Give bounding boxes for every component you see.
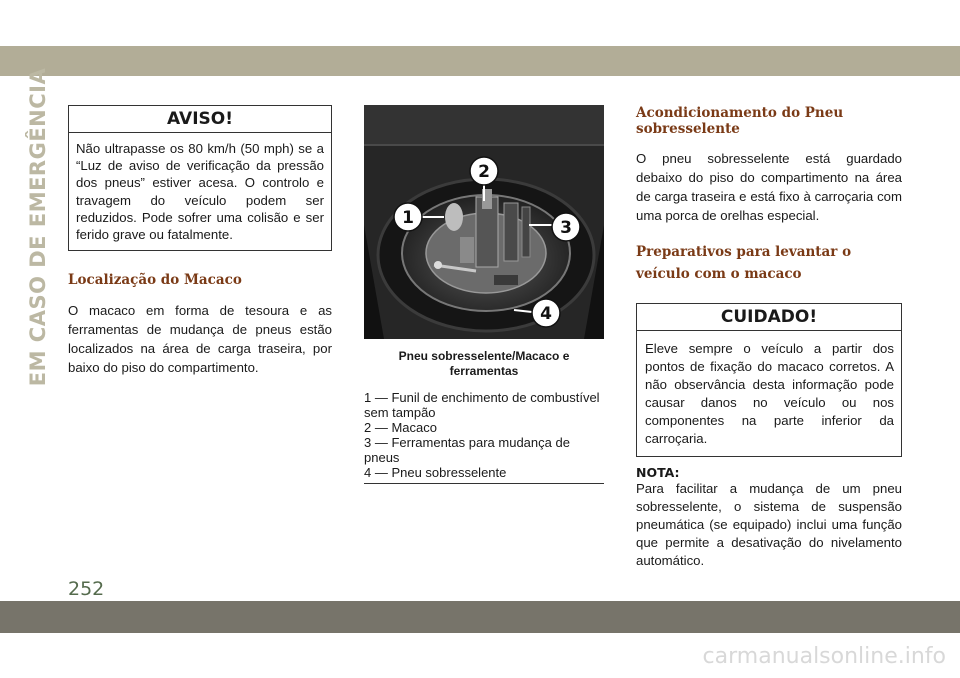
page-number: 252 [68, 578, 105, 600]
caution-box [636, 303, 902, 457]
spare-tire-figure [364, 105, 604, 339]
legend-item-1: 1 — Funil de enchimento de combustível sem tampão [364, 390, 600, 420]
jacking-prep-heading: Preparativos para levantar o veículo com o macaco [636, 244, 852, 282]
jack-location-heading: Localização do Macaco [68, 272, 242, 289]
warning-title: AVISO! [69, 106, 331, 133]
note-text: Para facilitar a mudança de um pneu sobresselente, o sistema de suspensão pneumática (se equipado) inclui uma função que permite a desativação do nivelamento automático. [636, 481, 902, 568]
warning-text: Não ultrapasse os 80 km/h (50 mph) se a “Luz de aviso de verificação da pressão dos pneus” estiver acesa. O controlo e travagem do veículo podem ser reduzidos. Pode sofrer uma colisão e ser ferido grave ou fatalmente. [76, 141, 324, 243]
column-middle [364, 105, 604, 484]
legend-divider [364, 483, 604, 484]
legend-item-4: 4 — Pneu sobresselente [364, 465, 507, 480]
spare-storage-paragraph: O pneu sobresselente está guardado debaixo do piso do compartimento na área de carga traseira e está fixo à carroçaria com uma porca de orelhas especial. [636, 151, 902, 223]
column-right [636, 105, 902, 570]
figure-caption: Pneu sobresselente/Macaco e ferramentas [398, 349, 570, 378]
section-side-title [21, 67, 55, 387]
note-label: NOTA: [636, 465, 680, 480]
callout-1: 1 [402, 208, 414, 228]
legend-item-2: 2 — Macaco [364, 420, 437, 435]
footer-watermark: carmanualsonline.info [702, 644, 946, 669]
jack-location-paragraph: O macaco em forma de tesoura e as ferramentas de mudança de pneus estão localizados na área de carga traseira, por baixo do piso do compartimento. [68, 303, 332, 376]
section-side-title-text: EM CASO DE EMERGÊNCIA [26, 67, 50, 387]
spare-tire-illustration [364, 105, 604, 339]
legend-item-3: 3 — Ferramentas para mudança de pneus [364, 435, 570, 465]
caution-title: CUIDADO! [637, 304, 901, 331]
caution-text: Eleve sempre o veículo a partir dos pontos de fixação do macaco corretos. A não observância desta informação pode causar danos no veículo ou nos componentes na parte inferior da carroçaria. [645, 341, 894, 446]
callout-2: 2 [478, 162, 490, 182]
column-left [68, 105, 332, 377]
figure-legend [364, 390, 604, 480]
callout-3: 3 [560, 218, 572, 238]
callout-4: 4 [540, 304, 552, 324]
header-band [0, 46, 960, 76]
warning-box [68, 105, 332, 251]
spare-storage-heading: Acondicionamento do Pneu sobresselente [636, 105, 844, 137]
footer-band [0, 601, 960, 633]
